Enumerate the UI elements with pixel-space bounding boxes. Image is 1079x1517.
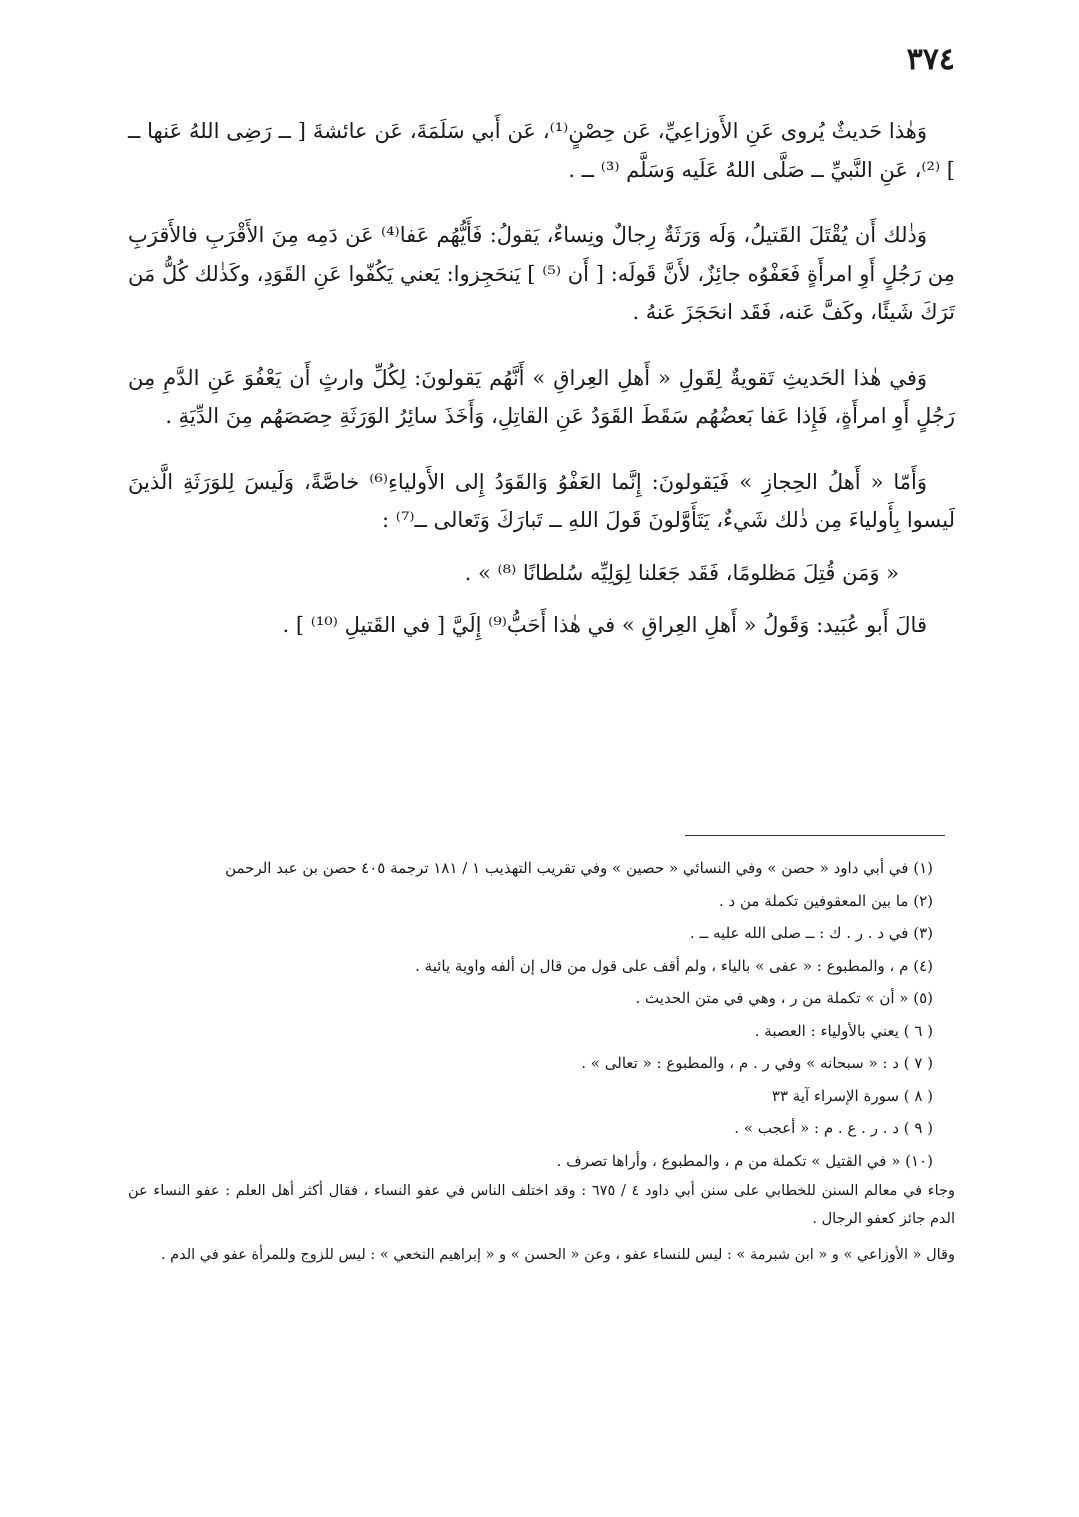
footnote-3: (٣) في د . ر . ك : ــ صلى الله عليه ــ . — [689, 924, 933, 942]
paragraph-hadith-chain: وَهٰذا حَديثٌ يُروى عَنِ الأَوزاعِيِّ، عَن حِصْنٍ⁽¹⁾، عَن أَبي سَلَمَةَ، عَن عائشةَ [ ــ رَضِى اللهُ عَنها ــ ] ⁽²⁾، عَنِ النَّبيِّ ــ صَلَّى اللهُ عَلَيه وَسَلَّم ⁽³⁾ ــ . — [128, 119, 955, 182]
footnotes — [128, 852, 955, 1269]
paragraph-explanation: وَذٰلك أَن يُقْتَلَ القَتيلُ، وَلَه وَرَثَةٌ رِجالٌ ونِساءٌ، يَقولُ: فَأَيُّهُم عَفا⁽⁴⁾ عَن دَمِه مِنَ الأَقْرَبِ فالأَقرَبِ مِن رَجُلٍ أَوِ امرأَةٍ فَعَفْوُه جائِزٌ، لأَنَّ قَولَه: [ أَن ⁽⁵⁾ ] يَنحَجِزوا: يَعني يَكُفّوا عَنِ القَوَدِ، وكَذٰلك كُلُّ مَن تَرَكَ شَيئًا، وكَفَّ عَنه، فَقَد انحَجَزَ عَنهُ . — [128, 223, 955, 324]
footnote-6: ( ٦ ) يعني بالأولياء : العصبة . — [754, 1021, 933, 1040]
page-number: ٣٧٤ — [906, 42, 955, 77]
footnote-7: ( ٧ ) د : « سبحانه » وفي ر . م ، والمطبوع : « تعالى » . — [581, 1054, 933, 1072]
footnote-2: (٢) ما بين المعقوفين تكملة من د . — [718, 891, 933, 910]
paragraph-iraq-view: وَفي هٰذا الحَديثِ تَقويةٌ لِقَولِ « أَهلِ العِراقِ » أَنَّهُم يَقولونَ: لِكُلِّ وارثٍ أَن يَعْفُوَ عَنِ الدَّمِ مِن رَجُلٍ أَوِ امرأَةٍ، فَإِذا عَفا بَعضُهُم سَقَطَ القَوَدُ عَنِ القاتِلِ، وَأَخَذَ سائِرُ الوَرَثَةِ حِصَصَهُم مِنَ الدِّيَةِ . — [128, 365, 955, 428]
commentary-awzai: وقال « الأوزاعي » و « ابن شبرمة » : ليس للنساء عفو ، وعن « الحسن » و « إبراهيم النخعي » : ليس للزوج وللمرأة عفو في الدم . — [160, 1247, 955, 1263]
paragraph-hijaz-view: وَأَمّا « أَهلُ الحِجازِ » فَيَقولونَ: إِنَّما العَفْوُ وَالقَوَدُ إِلى الأَولياءِ⁽⁶⁾ خاصَّةً، وَلَيسَ لِلوَرَثَةِ الَّذينَ لَيسوا بِأَولياءَ مِن ذٰلك شَيءٌ، يَتَأَوَّلونَ قَولَ اللهِ ــ تَبارَكَ وَتَعالى ــ⁽⁷⁾ : — [128, 469, 955, 532]
paragraph-quran-quote: « وَمَن قُتِلَ مَظلومًا، فَقَد جَعَلنا لِوَلِيِّه سُلطانًا ⁽⁸⁾ » . — [464, 560, 899, 585]
footnote-8: ( ٨ ) سورة الإسراء آية ٣٣ — [771, 1086, 933, 1105]
footnote-5: (٥) « أن » تكملة من ر ، وهي في متن الحديث . — [635, 989, 933, 1007]
commentary-khattabi: وجاء في معالم السنن للخطابي على سنن أبي داود ٤ / ٦٧٥ : وقد اختلف الناس في عفو النساء ، فقال أكثر أهل العلم : عفو النساء عن الدم جائز كعفو الرجال . — [128, 1183, 955, 1227]
footnote-9: ( ٩ ) د . ر . ع . م : « أعجب » . — [734, 1119, 933, 1137]
paragraph-abu-ubaid: قالَ أَبو عُبَيد: وَقَولُ « أَهلِ العِراقِ » في هٰذا أَحَبُّ⁽⁹⁾ إِلَيَّ [ في القَتيلِ ⁽¹⁰⁾ ] . — [282, 613, 927, 637]
footnote-1: (١) في أبي داود « حصن » وفي النسائي « حصين » وفي تقريب التهذيب ١ / ١٨١ ترجمة ٤٠٥ حصن بن عبد الرحمن — [225, 859, 933, 877]
footnote-4: (٤) م ، والمطبوع : « عفى » بالياء ، ولم أقف على قول من قال إن ألفه واوية يائية . — [415, 956, 933, 975]
footnote-separator — [685, 835, 945, 836]
main-text — [128, 112, 955, 672]
footnote-10: (١٠) « في القتيل » تكملة من م ، والمطبوع ، وأراها تصرف . — [556, 1151, 933, 1170]
